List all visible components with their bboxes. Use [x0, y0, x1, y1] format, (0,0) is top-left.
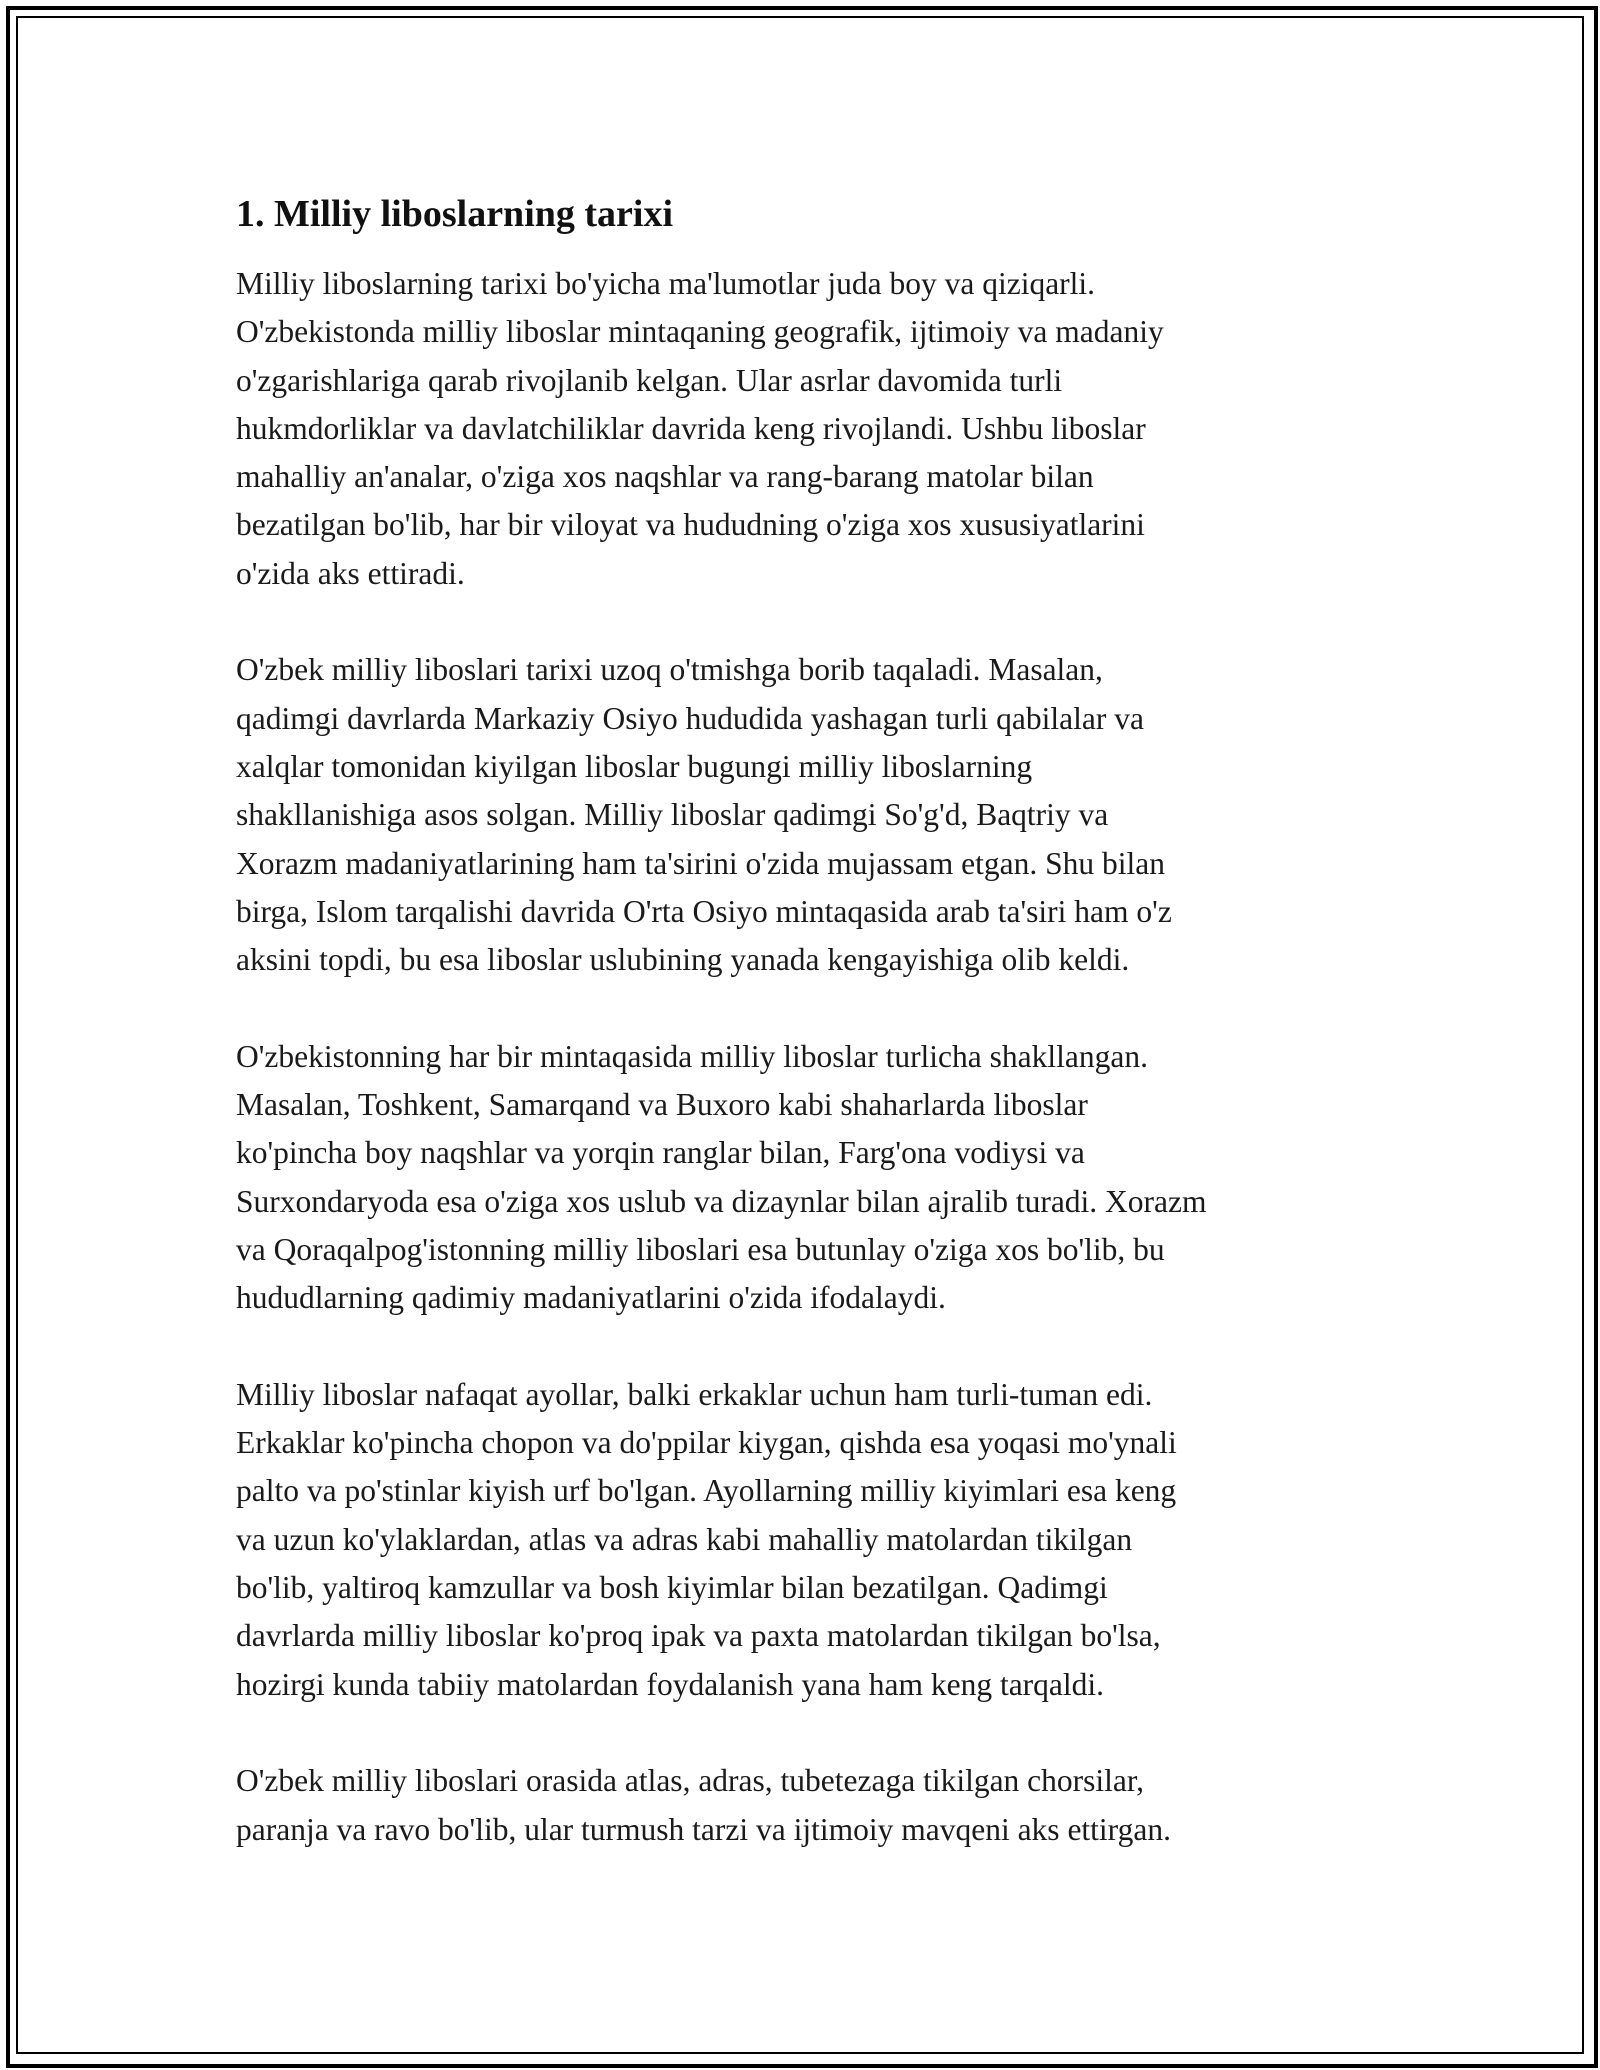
paragraph-2: O'zbek milliy liboslari tarixi uzoq o'tmishga borib taqaladi. Masalan, qadimgi davrlarda Markaziy Osiyo hududida yashagan turli qabilalar va xalqlar tomonidan kiyilgan liboslar bugungi milliy liboslarning shakllanishiga asos solgan. Milliy liboslar qadimgi So'g'd, Baqtriy va Xorazm madaniyatlarining ham ta'sirini o'zida mujassam etgan. Shu bilan birga, Islom tarqalishi davrida O'rta Osiyo mintaqasida arab ta'siri ham o'z aksini topdi, bu esa liboslar uslubining yanada kengayishiga olib keldi. [236, 652, 1172, 978]
paragraph-4: Milliy liboslar nafaqat ayollar, balki erkaklar uchun ham turli-tuman edi. Erkaklar ko'pincha chopon va do'ppilar kiygan, qishda esa yoqasi mo'ynali palto va po'stinlar kiyish urf bo'lgan. Ayollarning milliy kiyimlari esa keng va uzun ko'ylaklardan, atlas va adras kabi mahalliy matolardan tikilgan bo'lib, yaltiroq kamzullar va bosh kiyimlar bilan bezatilgan. Qadimgi davrlarda milliy liboslar ko'proq ipak va paxta matolardan tikilgan bo'lsa, hozirgi kunda tabiiy matolardan foydalanish yana ham keng tarqaldi. [236, 1376, 1177, 1702]
paragraph-1: Milliy liboslarning tarixi bo'yicha ma'lumotlar juda boy va qiziqarli. O'zbekistonda milliy liboslar mintaqaning geografik, ijtimoiy va madaniy o'zgarishlariga qarab rivojlanib kelgan. Ular asrlar davomida turli hukmdorliklar va davlatchiliklar davrida keng rivojlandi. Ushbu liboslar mahalliy an'analar, o'ziga xos naqshlar va rang-barang matolar bilan bezatilgan bo'lib, har bir viloyat va hududning o'ziga xos xususiyatlarini o'zida aks ettiradi. [236, 266, 1164, 591]
paragraph-5: O'zbek milliy liboslari orasida atlas, adras, tubetezaga tikilgan chorsilar, paranja va ravo bo'lib, ular turmush tarzi va ijtimoiy mavqeni aks ettirgan. [236, 1763, 1171, 1847]
document-body [236, 190, 1376, 1854]
paragraph-3: O'zbekistonning har bir mintaqasida milliy liboslar turlicha shakllangan. Masalan, Toshkent, Samarqand va Buxoro kabi shaharlarda liboslar ko'pincha boy naqshlar va yorqin ranglar bilan, Farg'ona vodiysi va Surxondaryoda esa o'ziga xos uslub va dizaynlar bilan ajralib turadi. Xorazm va Qoraqalpog'istonning milliy liboslari esa butunlay o'ziga xos bo'lib, bu hududlarning qadimiy madaniyatlarini o'zida ifodalaydi. [236, 1038, 1207, 1316]
section-heading: 1. Milliy liboslarning tarixi [236, 193, 674, 235]
